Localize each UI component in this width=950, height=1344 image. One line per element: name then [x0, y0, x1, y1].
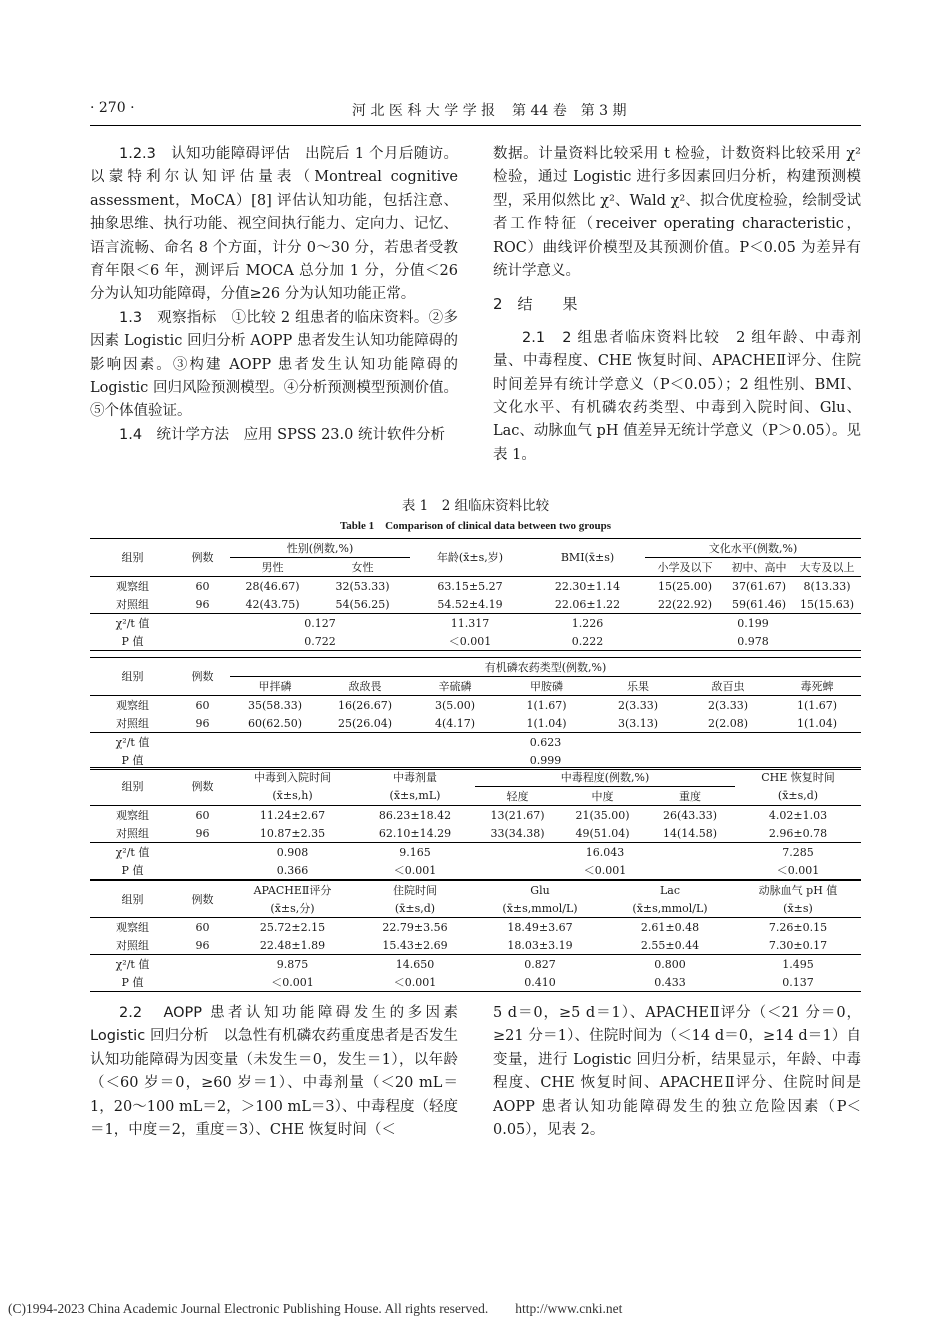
table-row: χ²/t 值 0.127 11.317 1.226 0.199	[90, 614, 861, 633]
header-cell: 男性	[230, 558, 315, 577]
paragraph-2-1: 2.1 2 组患者临床资料比较 2 组年龄、中毒剂量、中毒程度、CHE 恢复时间、APACHEⅡ评分、住院时间差异有统计学意义（P＜0.05）；2 组性别、BMI、文化水平、有机磷农药类型、中毒到入院时间、Glu、Lac、动脉血气 pH 值差异无统计学意义（P＞0.05）。见表 1。	[493, 329, 861, 463]
header-cell: 女性	[315, 558, 410, 577]
header-cell: 初中、高中	[725, 558, 793, 577]
left-column-bottom	[90, 1002, 458, 1142]
table-row: 对照组 96 60(62.50) 25(26.04) 4(4.17) 1(1.04) 3(3.13) 2(2.08) 1(1.04)	[116, 716, 838, 730]
header-cell: 例数	[175, 539, 230, 577]
results-heading: 2 结 果	[493, 295, 578, 314]
right-column-bottom	[493, 1002, 861, 1142]
table-row: P 值 0.999	[90, 751, 861, 770]
table-title-en: Table 1 Comparison of clinical data between two groups	[339, 520, 612, 532]
table-row: χ²/t 值 0.623	[90, 733, 861, 752]
header-rule	[90, 125, 861, 126]
table-block-1	[90, 538, 861, 651]
paragraph-1-3: 1.3 观察指标 ①比较 2 组患者的临床资料。②多因素 Logistic 回归分析 AOPP 患者发生认知功能障碍的影响因素。③构建 AOPP 患者发生认知功能障碍的 Logistic 回归风险预测模型。④分析预测模型预测价值。⑤个体值验证。	[90, 309, 458, 420]
table-row: 观察组 60 28(46.67) 32(53.33) 63.15±5.27 22.30±1.14 15(25.00) 37(61.67) 8(13.33)	[116, 579, 851, 593]
table-row: χ²/t 值 9.875 14.650 0.827 0.800 1.495	[90, 955, 861, 974]
page-number: · 270 ·	[90, 100, 135, 116]
header-cell: 有机磷农药类型(例数,%)	[230, 658, 861, 677]
left-column-top	[90, 143, 458, 447]
table-title: 表 1 2 组临床资料比较	[401, 498, 550, 514]
header-cell: 小学及以下	[645, 558, 725, 577]
journal-volume: 第 44 卷 第 3 期	[512, 103, 627, 119]
journal-name: 河 北 医 科 大 学 学 报	[352, 103, 496, 119]
header-cell: 组别	[90, 658, 175, 696]
header-cell: 大专及以上	[793, 558, 861, 577]
table-block-2: 组别 例数 有机磷农药类型(例数,%) 甲拌磷 敌敌畏 辛硫磷 甲胺磷 乐果 敌百虫 毒死蜱 观察组 60 35(58.33) 16(26.67) 3(5.00) 1(1.67) 2(3.33) 2(3.33) 1(1.67) 对照组 96 60(62.50) 25(26.04) 4(4.17) 1(1.04) 3(3.13) 2(2.08) 1(1.04) χ²/t 值 0.623 P 值 0.999	[90, 657, 861, 770]
header-cell: 年龄(x̄±s,岁)	[410, 539, 530, 577]
table-row: 对照组 96 42(43.75) 54(56.25) 54.52±4.19 22.06±1.22 22(22.92) 59(61.46) 15(15.63)	[116, 597, 855, 611]
paragraph-2-2-cont: 5 d＝0，≥5 d＝1）、APACHEⅡ评分（＜21 分＝0，≥21 分＝1）、住院时间为（＜14 d＝0，≥14 d＝1）自变量，进行 Logistic 回归分析，结果显示，年龄、中毒程度、CHE 恢复时间、APACHEⅡ评分、住院时间是 AOPP 患者认知功能障碍发生的独立危险因素（P＜0.05），见表 2。	[493, 1005, 861, 1139]
paragraph-1-4: 1.4 统计学方法 应用 SPSS 23.0 统计软件分析	[119, 426, 445, 443]
table-row: 观察组 60 25.72±2.15 22.79±3.56 18.49±3.67 2.61±0.48 7.26±0.15	[116, 920, 828, 934]
table-row: 观察组 60 11.24±2.67 86.23±18.42 13(21.67) 21(35.00) 26(43.33) 4.02±1.03	[116, 808, 828, 822]
header-cell: 例数	[175, 658, 230, 696]
header-cell: 文化水平(例数,%)	[645, 539, 861, 558]
table-row: P 值 0.366 ＜0.001 ＜0.001 ＜0.001	[90, 861, 861, 880]
table-block-4: 组别 例数 APACHEⅡ评分 住院时间 Glu Lac 动脉血气 pH 值 (x̄±s,分) (x̄±s,d) (x̄±s,mmol/L) (x̄±s,mmol/L) (x̄±s) 观察组 60 25.72±2.15 22.79±3.56 18.49±3.67 2.61±0.48 7.26±0.15 对照组 96 22.48±1.89 15.43±2.69 18.03±3.19 2.55±0.44 7.30±0.17 χ²/t 值 9.875 14.650 0.827 0.800 1.495 P 值 ＜0.001 ＜0.001 0.410 0.433 0.137	[90, 880, 861, 992]
table-block-3: 组别 例数 中毒到入院时间 中毒剂量 中毒程度(例数,%) CHE 恢复时间 (x̄±s,h) (x̄±s,mL) 轻度 中度 重度 (x̄±s,d) 观察组 60 11.24±2.67 86.23±18.42 13(21.67) 21(35.00) 26(43.33) 4.02±1.03 对照组 96 10.87±2.35 62.10±14.29 33(34.38) 49(51.04) 14(14.58) 2.96±0.78 χ²/t 值 0.908 9.165 16.043 7.285 P 值 0.366 ＜0.001 ＜0.001 ＜0.001	[90, 767, 861, 880]
table-row: χ²/t 值 0.908 9.165 16.043 7.285	[90, 843, 861, 862]
table-row: P 值 ＜0.001 ＜0.001 0.410 0.433 0.137	[90, 973, 861, 992]
table-row: 观察组 60 35(58.33) 16(26.67) 3(5.00) 1(1.67) 2(3.33) 2(3.33) 1(1.67)	[116, 698, 838, 712]
header-cell: BMI(x̄±s)	[530, 539, 645, 577]
table-row: 对照组 96 22.48±1.89 15.43±2.69 18.03±3.19 2.55±0.44 7.30±0.17	[116, 938, 828, 952]
paragraph-2-2: 2.2 AOPP 患者认知功能障碍发生的多因素 Logistic 回归分析 以急性有机磷农药重度患者是否发生认知功能障碍为因变量（未发生＝0，发生＝1），以年龄（＜60 岁＝0，≥60 岁＝1）、中毒剂量（＜20 mL＝1，20～100 mL＝2，＞100 mL＝3）、中毒程度（轻度＝1，中度＝2，重度＝3）、CHE 恢复时间（＜	[90, 1005, 459, 1139]
copyright-footer: (C)1994-2023 China Academic Journal Electronic Publishing House. All rights reserved. http://www.cnki.net	[8, 1301, 623, 1316]
table-row: P 值 0.722 ＜0.001 0.222 0.978	[90, 632, 861, 651]
header-cell: 组别	[90, 539, 175, 577]
paragraph-stats-cont: 数据。计量资料比较采用 t 检验，计数资料比较采用 χ² 检验，通过 Logistic 进行多因素回归分析，构建预测模型，采用似然比 χ²、Wald χ²、拟合优度检验，绘制受试者工作特征（receiver operating characteristic，ROC）曲线评价模型及其预测价值。P＜0.05 为差异有统计学意义。	[493, 146, 861, 280]
table-row: 对照组 96 10.87±2.35 62.10±14.29 33(34.38) 49(51.04) 14(14.58) 2.96±0.78	[116, 826, 828, 840]
paragraph-1-2-3: 1.2.3 认知功能障碍评估 出院后 1 个月后随访。以蒙特利尔认知评估量表（Montreal cognitive assessment，MoCA）[8] 评估认知功能，包括注意、抽象思维、执行功能、视空间执行能力、定向力、记忆、语言流畅、命名 8 个方面，计分 0～30 分，若患者受教育年限＜6 年，测评后 MOCA 总分加 1 分，分值＜26 分为认知功能障碍，分值≥26 分为认知功能正常。	[90, 146, 458, 303]
header-cell: 性别(例数,%)	[230, 539, 410, 558]
right-column-top	[493, 143, 861, 467]
